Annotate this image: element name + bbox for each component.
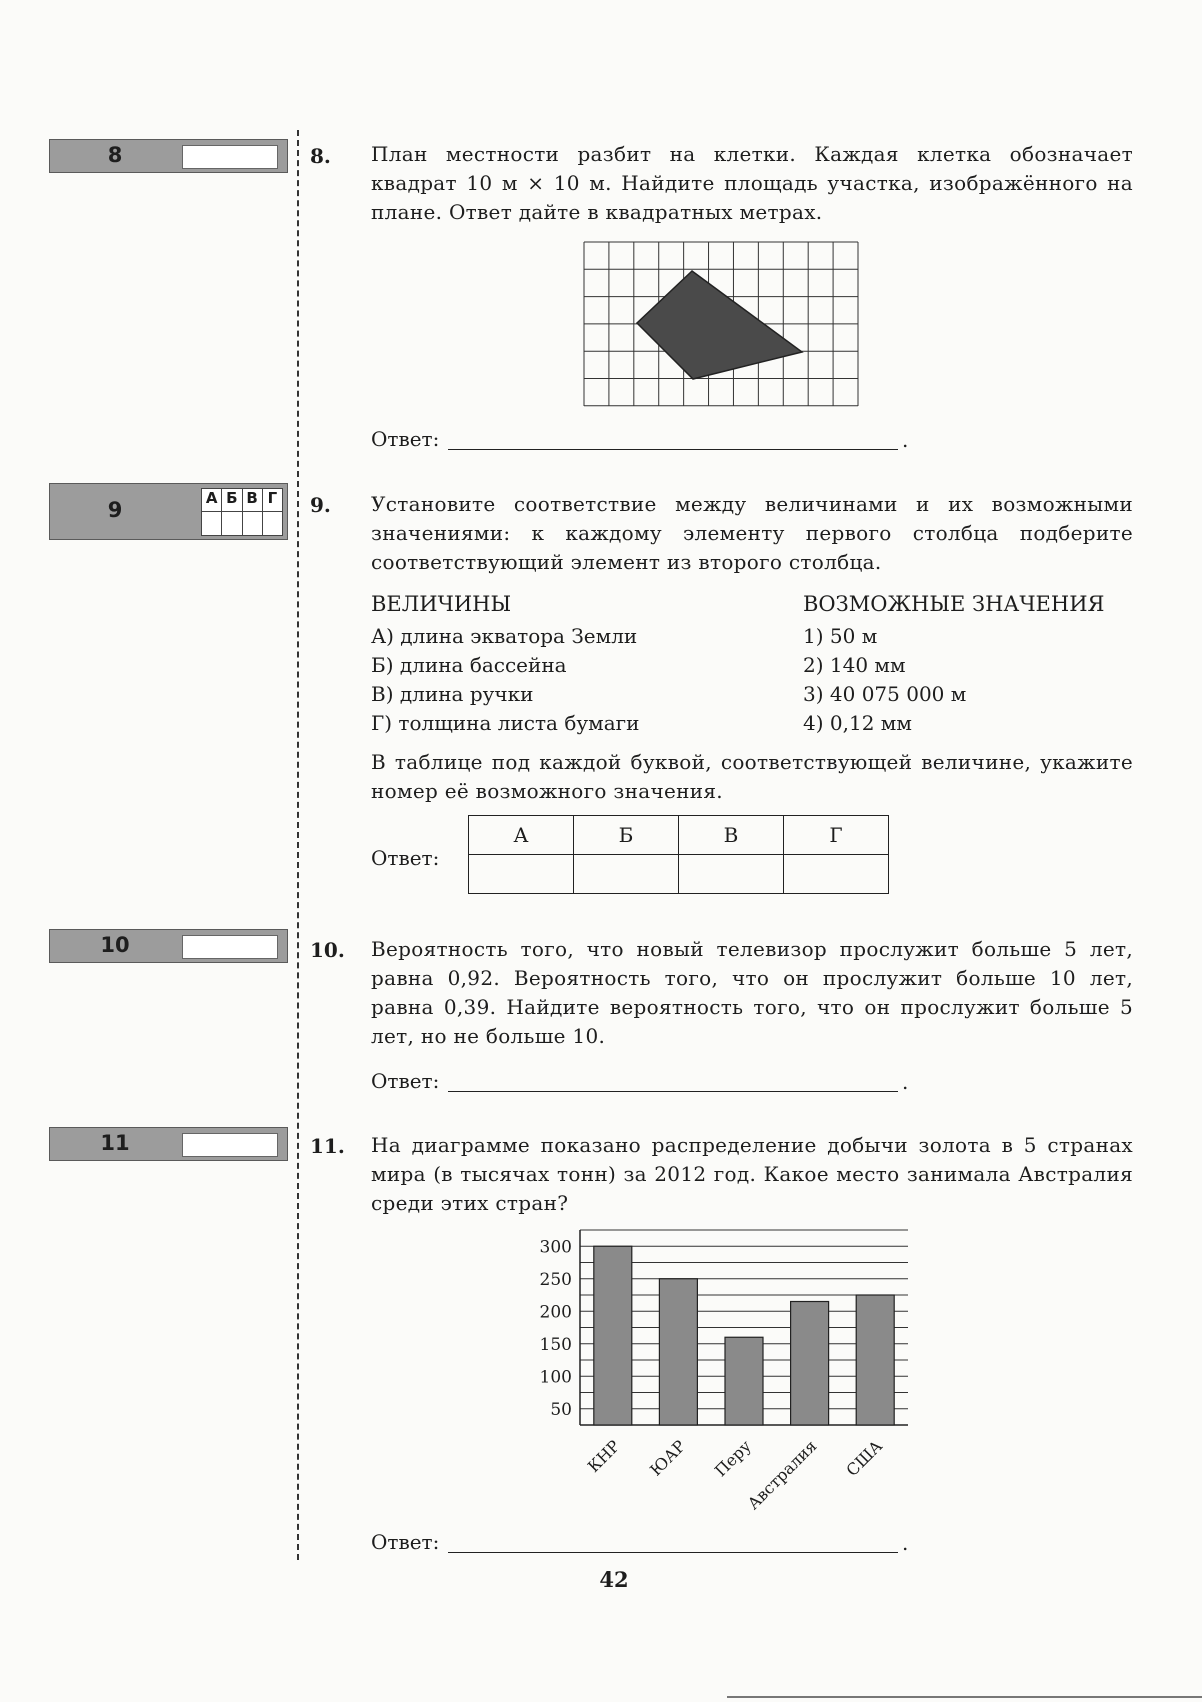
answer-box[interactable]: [182, 935, 278, 959]
period: .: [902, 428, 909, 452]
grid-cell[interactable]: [222, 512, 242, 535]
answer-cell[interactable]: [469, 855, 574, 894]
y-tick-label: 100: [539, 1367, 572, 1388]
question-11-text: На диаграмме показано распределение добычи золота в 5 странах мира (в тысячах тонн) за 2012 год. Какое место занимала Австралия среди этих стран?: [371, 1133, 1133, 1215]
bar-КНР: [594, 1246, 632, 1425]
task-8-badge: [49, 139, 288, 173]
table-header-cell: Г: [784, 816, 889, 855]
y-tick-label: 200: [539, 1302, 572, 1323]
question-9-text: Установите соответствие между величинами и их возможными значениями: к каждому элементу первого столбца подберите соответствующий элемент из второго столбца.: [371, 492, 1133, 574]
bar-Австралия: [791, 1302, 829, 1426]
cut-line-divider: [297, 130, 299, 1560]
task-number: 11: [100, 1131, 130, 1155]
task-11-badge: [49, 1127, 288, 1161]
answer-label: Ответ:: [371, 1069, 440, 1093]
question-8-text: План местности разбит на клетки. Каждая клетка обозначает квадрат 10 м × 10 м. Найдите площадь участка, изображённого на плане. Ответ дайте в квадратных метрах.: [371, 142, 1133, 224]
answer-cell[interactable]: [784, 855, 889, 894]
quantities-header: ВЕЛИЧИНЫ: [371, 592, 512, 616]
grid-letter: А: [202, 489, 222, 511]
answer-cell[interactable]: [679, 855, 784, 894]
x-category-label: ЮАР: [646, 1436, 690, 1480]
bar-chart: [520, 1225, 920, 1515]
quantity-item: А) длина экватора Земли: [371, 624, 638, 648]
table-header-cell: Б: [574, 816, 679, 855]
grid-cell[interactable]: [263, 512, 282, 535]
answer-input-line[interactable]: [448, 1091, 898, 1092]
page-number: 42: [599, 1567, 629, 1592]
answer-box[interactable]: [182, 145, 278, 169]
answer-box[interactable]: [182, 1133, 278, 1157]
bar-США: [856, 1295, 894, 1425]
y-tick-label: 250: [539, 1269, 572, 1290]
period: .: [902, 1531, 909, 1555]
quantity-item: Б) длина бассейна: [371, 653, 567, 677]
period: .: [902, 1070, 909, 1094]
y-tick-label: 50: [550, 1399, 572, 1420]
value-item: 3) 40 075 000 м: [803, 682, 967, 706]
quantity-item: В) длина ручки: [371, 682, 534, 706]
question-11-number: 11.: [310, 1134, 345, 1158]
table-header-cell: А: [469, 816, 574, 855]
task-9-badge: [49, 483, 288, 540]
answer-label: Ответ:: [371, 427, 440, 451]
x-category-label: Перу: [710, 1436, 755, 1481]
table-header-cell: В: [679, 816, 784, 855]
answer-input-line[interactable]: [448, 1552, 898, 1553]
page-bottom-edge: [727, 1696, 1202, 1698]
grid-letter: Г: [267, 489, 278, 507]
question-8-number: 8.: [310, 144, 331, 168]
task-number: 9: [107, 498, 123, 522]
grid-cell[interactable]: [243, 512, 263, 535]
plot-shape: [637, 271, 802, 379]
quantities-column: [371, 590, 639, 738]
answer-cell[interactable]: [574, 855, 679, 894]
value-item: 1) 50 м: [803, 624, 878, 648]
x-category-label: Австралия: [743, 1436, 821, 1514]
bar-ЮАР: [659, 1279, 697, 1425]
y-tick-label: 150: [539, 1334, 572, 1355]
bar-Перу: [725, 1337, 763, 1425]
x-category-label: КНР: [583, 1436, 624, 1477]
values-header: ВОЗМОЖНЫЕ ЗНАЧЕНИЯ: [803, 592, 1105, 616]
quantity-item: Г) толщина листа бумаги: [371, 711, 640, 735]
x-category-label: США: [842, 1436, 887, 1480]
answer-label: Ответ:: [371, 846, 440, 870]
question-10-number: 10.: [310, 938, 345, 962]
task-number: 8: [107, 143, 123, 167]
grid-cell[interactable]: [202, 512, 222, 535]
task-10-badge: [49, 929, 288, 963]
value-item: 2) 140 мм: [803, 653, 906, 677]
answer-input-line[interactable]: [448, 449, 898, 450]
values-column: [803, 590, 1104, 738]
answer-label: Ответ:: [371, 1530, 440, 1554]
answer-table: [468, 815, 889, 894]
grid-letter: В: [243, 489, 263, 511]
question-10-text: Вероятность того, что новый телевизор прослужит больше 5 лет, равна 0,92. Вероятность того, что он прослужит больше 10 лет, равна 0,39. Найдите вероятность того, что он прослужит больше 5 лет, но не больше 10.: [371, 937, 1133, 1048]
y-tick-label: 300: [539, 1237, 572, 1258]
question-9-number: 9.: [310, 493, 331, 517]
answer-letter-grid[interactable]: [201, 488, 283, 536]
grid-plan-figure: [583, 241, 859, 407]
question-9-instruction: В таблице под каждой буквой, соответствующей величине, укажите номер её возможного значения.: [371, 750, 1133, 803]
grid-letter: Б: [222, 489, 242, 511]
task-number: 10: [100, 933, 130, 957]
value-item: 4) 0,12 мм: [803, 711, 912, 735]
